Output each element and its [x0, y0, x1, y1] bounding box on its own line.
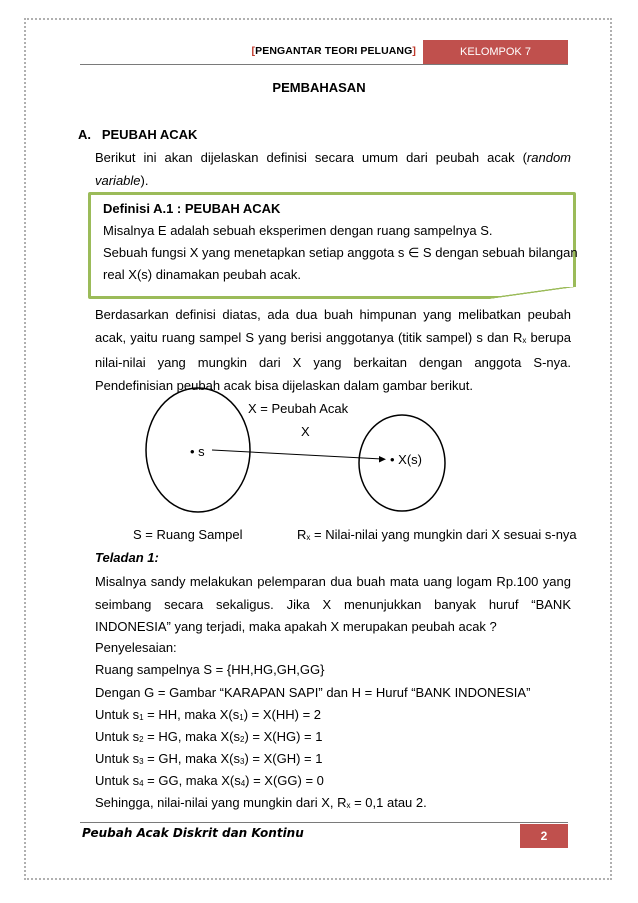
diagram-arrow-label: X — [301, 424, 310, 439]
definition-title: Definisi A.1 : PEUBAH ACAK — [103, 201, 281, 216]
case-line-2 — [95, 729, 322, 744]
case-1-sub: 1 — [139, 713, 144, 722]
definition-line-3: real X(s) dinamakan peubah acak. — [103, 267, 302, 282]
section-title-text: PEUBAH ACAK — [101, 127, 198, 142]
diagram-point-s: • s — [190, 444, 205, 459]
mapping-arrow-head — [379, 456, 386, 463]
header-title-text: PENGANTAR TEORI PELUANG — [255, 45, 413, 57]
page-number: 2 — [520, 824, 568, 848]
header-bracket-open: [ — [251, 45, 256, 57]
diagram-point-xs: • X(s) — [390, 452, 422, 467]
example-title: Teladan 1: — [95, 550, 159, 565]
case-4-mid: = GG, maka X(s — [143, 773, 241, 788]
intro-italic: random variable — [95, 150, 571, 188]
case-1-pre: Untuk s — [95, 707, 140, 722]
section-number: A. — [78, 127, 91, 142]
paragraph-sets-text-1: Berdasarkan definisi diatas, ada dua buah himpunan yang melibatkan peubah acak, yaitu ruang sampel S yang berisi anggotanya (titik sampel) s dan R — [95, 307, 571, 345]
conclusion-sub: x — [346, 801, 351, 810]
case-2-pre: Untuk s — [95, 729, 140, 744]
case-3-mid: = GH, maka X(s — [143, 751, 240, 766]
header-group-badge: KELOMPOK 7 — [423, 40, 568, 64]
page-heading: PEMBAHASAN — [272, 80, 366, 95]
case-4-pre: Untuk s — [95, 773, 140, 788]
example-paragraph: Misalnya sandy melakukan pelemparan dua buah mata uang logam Rp.100 yang seimbang secara sekaligus. Jika X menunjukkan banyak huruf “BANK INDONESIA” yang terjadi, maka apakah X merupakan peubah acak ? — [95, 574, 571, 634]
case-3-sub: 3 — [139, 757, 144, 766]
definition-line-1: Misalnya E adalah sebuah eksperimen dengan ruang sampelnya S. — [103, 223, 493, 238]
case-2-mid: = HG, maka X(s — [143, 729, 240, 744]
mapping-arrow-line — [212, 450, 382, 459]
case-4-sub2: 4 — [240, 779, 246, 788]
case-1-sub2: 1 — [239, 713, 244, 722]
diagram-label-sample-space: S = Ruang Sampel — [133, 527, 243, 542]
case-3-pre: Untuk s — [95, 751, 140, 766]
definition-line-2: Sebuah fungsi X yang menetapkan setiap anggota s ∈ S dengan sebuah bilangan — [103, 245, 578, 260]
sample-space-line: Ruang sampelnya S = {HH,HG,GH,GG} — [95, 662, 325, 677]
diagram-title: X = Peubah Acak — [248, 401, 349, 416]
definition-g-h-line: Dengan G = Gambar “KARAPAN SAPI” dan H = Huruf “BANK INDONESIA” — [95, 685, 531, 700]
paragraph-sets-text-2: berupa nilai-nilai yang mungkin dari X yang berkaitan dengan anggota S-nya. Pendefinisian peubah acak bisa dijelaskan dalam gambar berikut. — [95, 329, 571, 393]
conclusion-line — [95, 795, 427, 810]
case-2-sub: 2 — [139, 735, 144, 744]
diagram-label-range-text: = Nilai-nilai yang mungkin dari X sesuai s-nya — [310, 527, 577, 542]
diagram-label-range — [297, 527, 577, 542]
footer-divider — [80, 822, 568, 823]
diagram-label-range-sub: x — [306, 533, 311, 542]
case-1-post: ) = X(HH) = 2 — [243, 707, 321, 722]
case-line-4 — [95, 773, 324, 788]
case-3-post: ) = X(GH) = 1 — [244, 751, 323, 766]
solution-label: Penyelesaian: — [95, 640, 177, 655]
header-bracket-close: ] — [412, 45, 416, 57]
case-line-3 — [95, 751, 322, 766]
intro-end: ). — [140, 172, 149, 188]
diagram-label-range-r: R — [297, 527, 307, 542]
case-2-sub2: 2 — [239, 735, 245, 744]
case-line-1 — [95, 707, 321, 722]
case-2-post: ) = X(HG) = 1 — [244, 729, 323, 744]
case-1-mid: = HH, maka X(s — [143, 707, 240, 722]
conclusion-post: = 0,1 atau 2. — [350, 795, 427, 810]
case-3-sub2: 3 — [239, 757, 245, 766]
paragraph-sets-subscript: x — [522, 335, 527, 345]
footer-title: Peubah Acak Diskrit dan Kontinu — [82, 826, 304, 840]
intro-text: Berikut ini akan dijelaskan definisi secara umum dari peubah acak ( — [95, 150, 527, 165]
case-4-sub: 4 — [139, 779, 144, 788]
conclusion-pre: Sehingga, nilai-nilai yang mungkin dari X, R — [95, 795, 347, 810]
case-4-post: ) = X(GG) = 0 — [245, 773, 324, 788]
